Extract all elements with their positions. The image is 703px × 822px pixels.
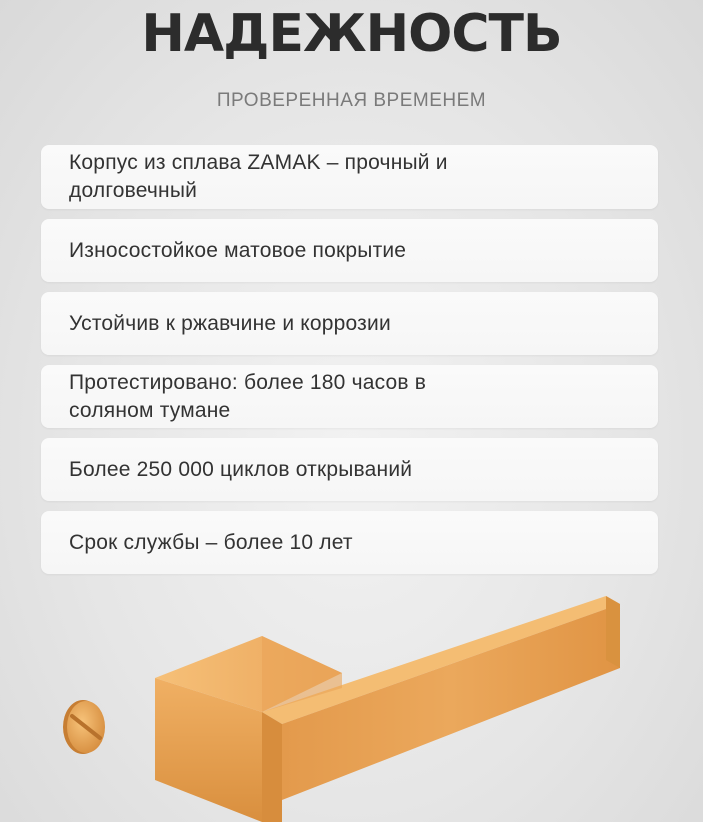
feature-card-cycles	[41, 438, 658, 501]
feature-text: Более 250 000 циклов открываний	[69, 457, 413, 481]
feature-text: Устойчив к ржавчине и коррозии	[69, 311, 391, 335]
feature-text: Срок службы – более 10 лет	[69, 530, 353, 554]
feature-card-corrosion	[41, 292, 658, 355]
feature-text: Износостойкое матовое покрытие	[69, 238, 407, 262]
feature-card-salt-fog-test	[41, 365, 658, 428]
door-handle-image	[155, 596, 620, 822]
feature-text: Корпус из сплава ZAMAK – прочный и долговечный	[69, 151, 448, 202]
feature-card-coating	[41, 219, 658, 282]
feature-card-material	[41, 145, 658, 209]
page-title: НАДЕЖНОСТЬ	[141, 4, 562, 64]
feature-text: Протестировано: более 180 часов в соляном тумане	[69, 370, 427, 422]
feature-card-service-life	[41, 511, 658, 574]
screw-cover-image	[63, 700, 105, 754]
product-illustration	[0, 580, 703, 822]
page-subtitle: ПРОВЕРЕННАЯ ВРЕМЕНЕМ	[216, 90, 487, 111]
